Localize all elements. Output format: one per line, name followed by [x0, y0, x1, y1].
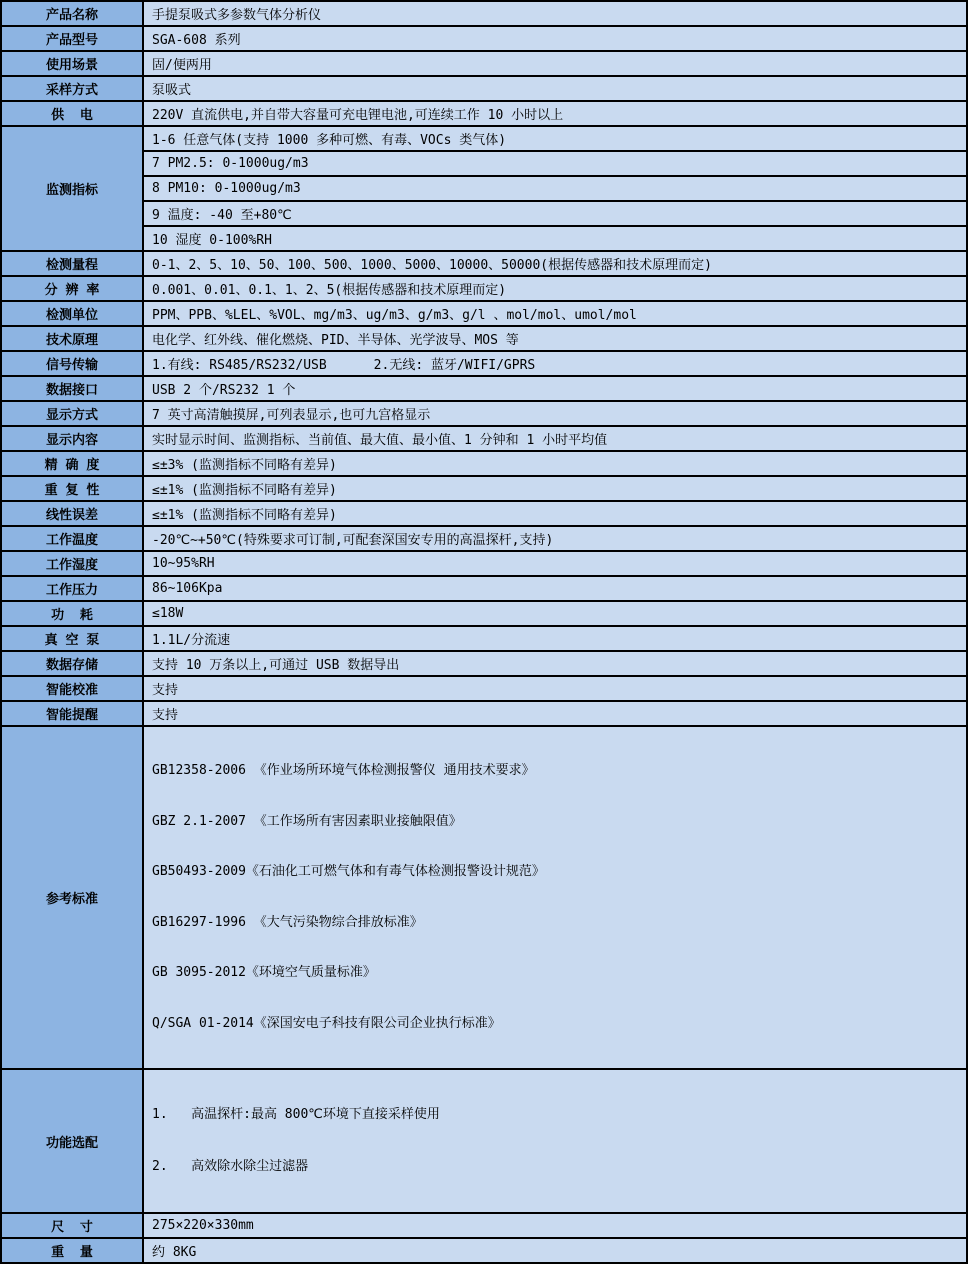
- spec-label-resolution: 分 辨 率: [1, 276, 143, 301]
- spec-label-data-storage: 数据存储: [1, 651, 143, 676]
- table-row: [1, 601, 967, 626]
- table-row: [1, 276, 967, 301]
- spec-value-display-mode: 7 英寸高清触摸屏,可列表显示,也可九宫格显示: [143, 401, 967, 426]
- spec-value-weight: 约 8KG: [143, 1238, 967, 1263]
- table-row: [1, 526, 967, 551]
- spec-label-repeatability: 重 复 性: [1, 476, 143, 501]
- table-row: [1, 376, 967, 401]
- table-row: [1, 676, 967, 701]
- spec-value-usage-scene: 固/便两用: [143, 51, 967, 76]
- table-row: [1, 1213, 967, 1238]
- table-row: [1, 226, 967, 251]
- spec-value-indicator-1: 1-6 任意气体(支持 1000 多种可燃、有毒、VOCs 类气体): [143, 126, 967, 151]
- table-row: [1, 551, 967, 576]
- spec-label-smart-reminder: 智能提醒: [1, 701, 143, 726]
- spec-value-sampling: 泵吸式: [143, 76, 967, 101]
- spec-label-reference-standards: 参考标准: [1, 726, 143, 1069]
- spec-value-vacuum-pump: 1.1L/分流速: [143, 626, 967, 651]
- table-row: [1, 451, 967, 476]
- spec-value-product-name: 手提泵吸式多参数气体分析仪: [143, 1, 967, 26]
- table-row: [1, 1238, 967, 1263]
- spec-label-principle: 技术原理: [1, 326, 143, 351]
- table-row: [1, 101, 967, 126]
- table-row: [1, 626, 967, 651]
- spec-value-display-content: 实时显示时间、监测指标、当前值、最大值、最小值、1 分钟和 1 小时平均值: [143, 426, 967, 451]
- spec-value-repeatability: ≤±1% (监测指标不同略有差异): [143, 476, 967, 501]
- spec-value-reference-standards: [143, 726, 967, 1069]
- table-row: [1, 126, 967, 151]
- table-row: [1, 1069, 967, 1213]
- standard-line: GBZ 2.1-2007 《工作场所有害因素职业接触限值》: [152, 813, 462, 829]
- table-row: [1, 151, 967, 176]
- spec-label-usage-scene: 使用场景: [1, 51, 143, 76]
- spec-value-indicator-5: 10 湿度 0-100%RH: [143, 226, 967, 251]
- spec-label-work-temp: 工作温度: [1, 526, 143, 551]
- spec-label-display-mode: 显示方式: [1, 401, 143, 426]
- table-row: [1, 176, 967, 201]
- spec-value-indicator-3: 8 PM10: 0-1000ug/m3: [143, 176, 967, 201]
- spec-label-linearity: 线性误差: [1, 501, 143, 526]
- spec-label-weight: 重 量: [1, 1238, 143, 1263]
- spec-label-accuracy: 精 确 度: [1, 451, 143, 476]
- option-line: 2. 高效除水除尘过滤器: [152, 1159, 309, 1174]
- spec-label-work-pressure: 工作压力: [1, 576, 143, 601]
- standard-line: GB50493-2009《石油化工可燃气体和有毒气体检测报警设计规范》: [152, 864, 545, 879]
- spec-value-smart-reminder: 支持: [143, 701, 967, 726]
- spec-label-vacuum-pump: 真 空 泵: [1, 626, 143, 651]
- spec-value-range: 0-1、2、5、10、50、100、500、1000、5000、10000、50000(根据传感器和技术原理而定): [143, 251, 967, 276]
- spec-label-signal: 信号传输: [1, 351, 143, 376]
- table-row: [1, 401, 967, 426]
- table-row: [1, 51, 967, 76]
- spec-label-units: 检测单位: [1, 301, 143, 326]
- spec-value-data-storage: 支持 10 万条以上,可通过 USB 数据导出: [143, 651, 967, 676]
- table-row: [1, 576, 967, 601]
- spec-value-data-interface: USB 2 个/RS232 1 个: [143, 376, 967, 401]
- spec-label-dimensions: 尺 寸: [1, 1213, 143, 1238]
- spec-value-principle: 电化学、红外线、催化燃烧、PID、半导体、光学波导、MOS 等: [143, 326, 967, 351]
- standard-line: Q/SGA 01-2014《深国安电子科技有限公司企业执行标准》: [152, 1015, 501, 1031]
- spec-value-indicator-2: 7 PM2.5: 0-1000ug/m3: [143, 151, 967, 176]
- standard-line: GB 3095-2012《环境空气质量标准》: [152, 965, 376, 980]
- spec-label-monitor-indicators: 监测指标: [1, 126, 143, 251]
- table-row: [1, 651, 967, 676]
- spec-label-sampling: 采样方式: [1, 76, 143, 101]
- spec-label-model: 产品型号: [1, 26, 143, 51]
- spec-value-units: PPM、PPB、%LEL、%VOL、mg/m3、ug/m3、g/m3、g/l 、mol/mol、umol/mol: [143, 301, 967, 326]
- table-row: [1, 301, 967, 326]
- spec-label-display-content: 显示内容: [1, 426, 143, 451]
- spec-label-work-humidity: 工作湿度: [1, 551, 143, 576]
- spec-value-power-consumption: ≤18W: [143, 601, 967, 626]
- table-row: [1, 351, 967, 376]
- spec-value-work-humidity: 10~95%RH: [143, 551, 967, 576]
- spec-value-dimensions: 275×220×330mm: [143, 1213, 967, 1238]
- table-row: [1, 1, 967, 26]
- spec-label-power: 供 电: [1, 101, 143, 126]
- spec-label-smart-calibration: 智能校准: [1, 676, 143, 701]
- standard-line: GB16297-1996 《大气污染物综合排放标准》: [152, 914, 423, 930]
- spec-label-range: 检测量程: [1, 251, 143, 276]
- spec-value-work-pressure: 86~106Kpa: [143, 576, 967, 601]
- spec-value-linearity: ≤±1% (监测指标不同略有差异): [143, 501, 967, 526]
- spec-value-optional-features: [143, 1069, 967, 1213]
- table-row: [1, 326, 967, 351]
- spec-value-power: 220V 直流供电,并自带大容量可充电锂电池,可连续工作 10 小时以上: [143, 101, 967, 126]
- table-row: [1, 476, 967, 501]
- table-row: [1, 501, 967, 526]
- spec-value-indicator-4: 9 温度: -40 至+80℃: [143, 201, 967, 226]
- option-line: 1. 高温探杆:最高 800℃环境下直接采样使用: [152, 1107, 440, 1122]
- spec-label-optional-features: 功能选配: [1, 1069, 143, 1213]
- table-row: [1, 76, 967, 101]
- table-row: [1, 726, 967, 1069]
- table-row: [1, 426, 967, 451]
- standard-line: GB12358-2006 《作业场所环境气体检测报警仪 通用技术要求》: [152, 763, 535, 778]
- table-row: [1, 201, 967, 226]
- table-row: [1, 26, 967, 51]
- table-row: [1, 251, 967, 276]
- spec-value-accuracy: ≤±3% (监测指标不同略有差异): [143, 451, 967, 476]
- spec-label-data-interface: 数据接口: [1, 376, 143, 401]
- spec-value-resolution: 0.001、0.01、0.1、1、2、5(根据传感器和技术原理而定): [143, 276, 967, 301]
- spec-label-product-name: 产品名称: [1, 1, 143, 26]
- spec-value-work-temp: -20℃~+50℃(特殊要求可订制,可配套深国安专用的高温探杆,支持): [143, 526, 967, 551]
- spec-value-model: SGA-608 系列: [143, 26, 967, 51]
- spec-label-power-consumption: 功 耗: [1, 601, 143, 626]
- spec-value-signal: 1.有线: RS485/RS232/USB 2.无线: 蓝牙/WIFI/GPRS: [143, 351, 967, 376]
- table-row: [1, 701, 967, 726]
- spec-value-smart-calibration: 支持: [143, 676, 967, 701]
